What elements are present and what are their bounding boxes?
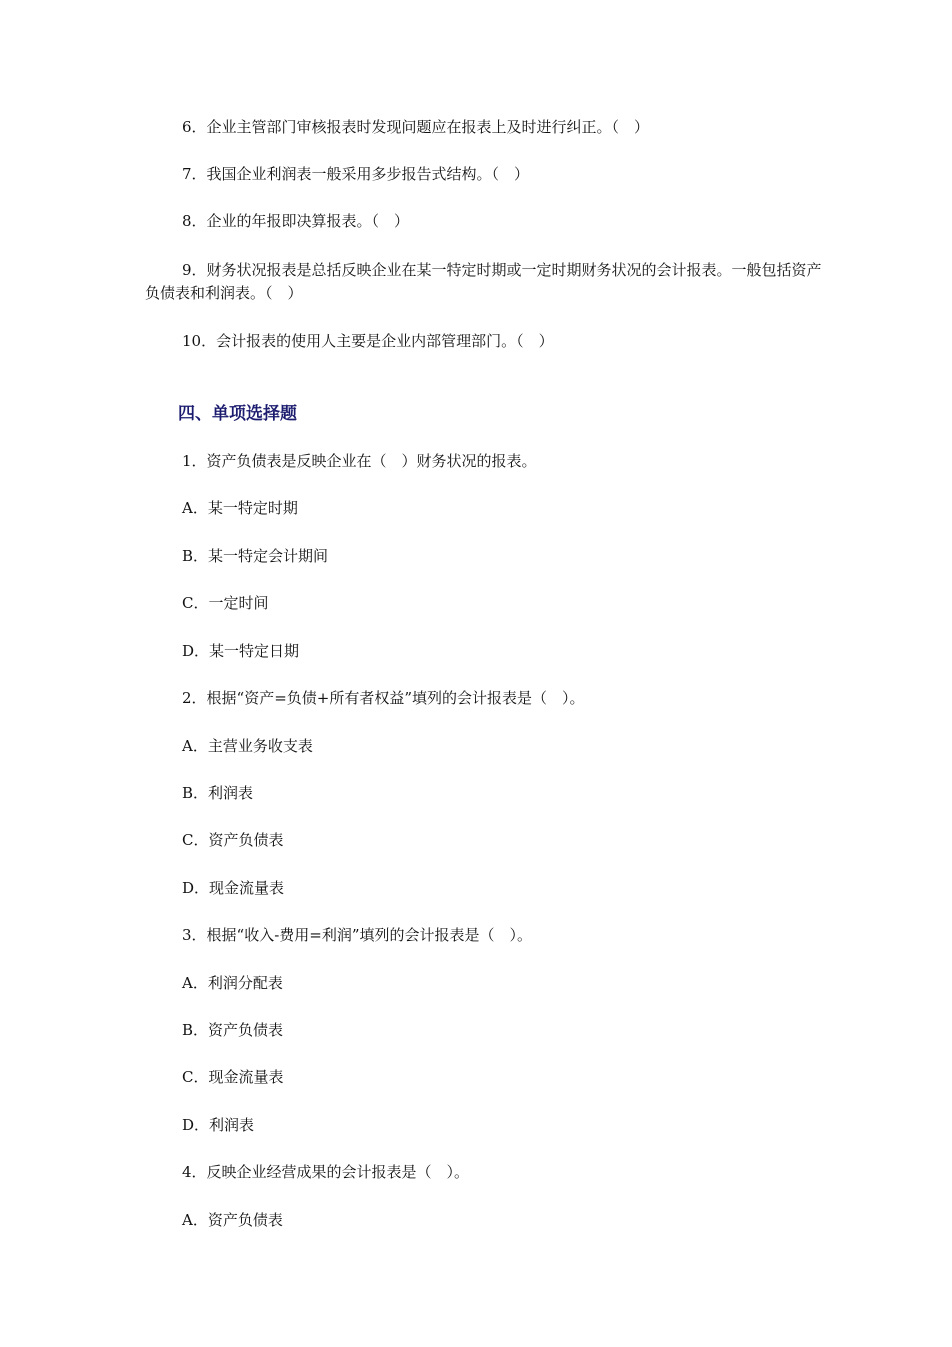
judgment-question-9: 9．财务状况报表是总括反映企业在某一特定时期或一定时期财务状况的会计报表。一般包括资产负债表和利润表。（ ） [145,261,822,302]
question-4-option-a: A．资产负债表 [182,1211,283,1229]
question-3-stem: 3．根据“收入-费用=利润”填列的会计报表是（ ）。 [182,926,533,944]
question-3-option-d: D．利润表 [182,1116,255,1134]
judgment-question-6: 6．企业主管部门审核报表时发现问题应在报表上及时进行纠正。（ ） [182,118,650,136]
question-1-option-b: B．某一特定会计期间 [182,547,329,565]
question-3-option-c: C．现金流量表 [182,1068,284,1086]
question-2-option-d: D．现金流量表 [182,879,285,897]
question-2-option-b: B．利润表 [182,784,254,802]
question-1-option-c: C．一定时间 [182,594,269,612]
question-3-option-b: B．资产负债表 [182,1021,284,1039]
question-1-option-d: D．某一特定日期 [182,642,300,660]
question-4-stem: 4．反映企业经营成果的会计报表是（ ）。 [182,1163,470,1181]
judgment-question-10: 10．会计报表的使用人主要是企业内部管理部门。（ ） [182,332,554,350]
question-1-stem: 1．资产负债表是反映企业在（ ）财务状况的报表。 [182,452,537,470]
question-2-stem: 2．根据“资产=负债+所有者权益”填列的会计报表是（ ）。 [182,689,585,707]
judgment-question-8: 8．企业的年报即决算报表。（ ） [182,212,410,230]
question-1-option-a: A．某一特定时期 [182,499,298,517]
section-heading: 四、单项选择题 [178,404,297,424]
question-3-option-a: A．利润分配表 [182,974,283,992]
question-2-option-c: C．资产负债表 [182,831,284,849]
judgment-question-7: 7．我国企业利润表一般采用多步报告式结构。（ ） [182,165,530,183]
question-2-option-a: A．主营业务收支表 [182,737,313,755]
